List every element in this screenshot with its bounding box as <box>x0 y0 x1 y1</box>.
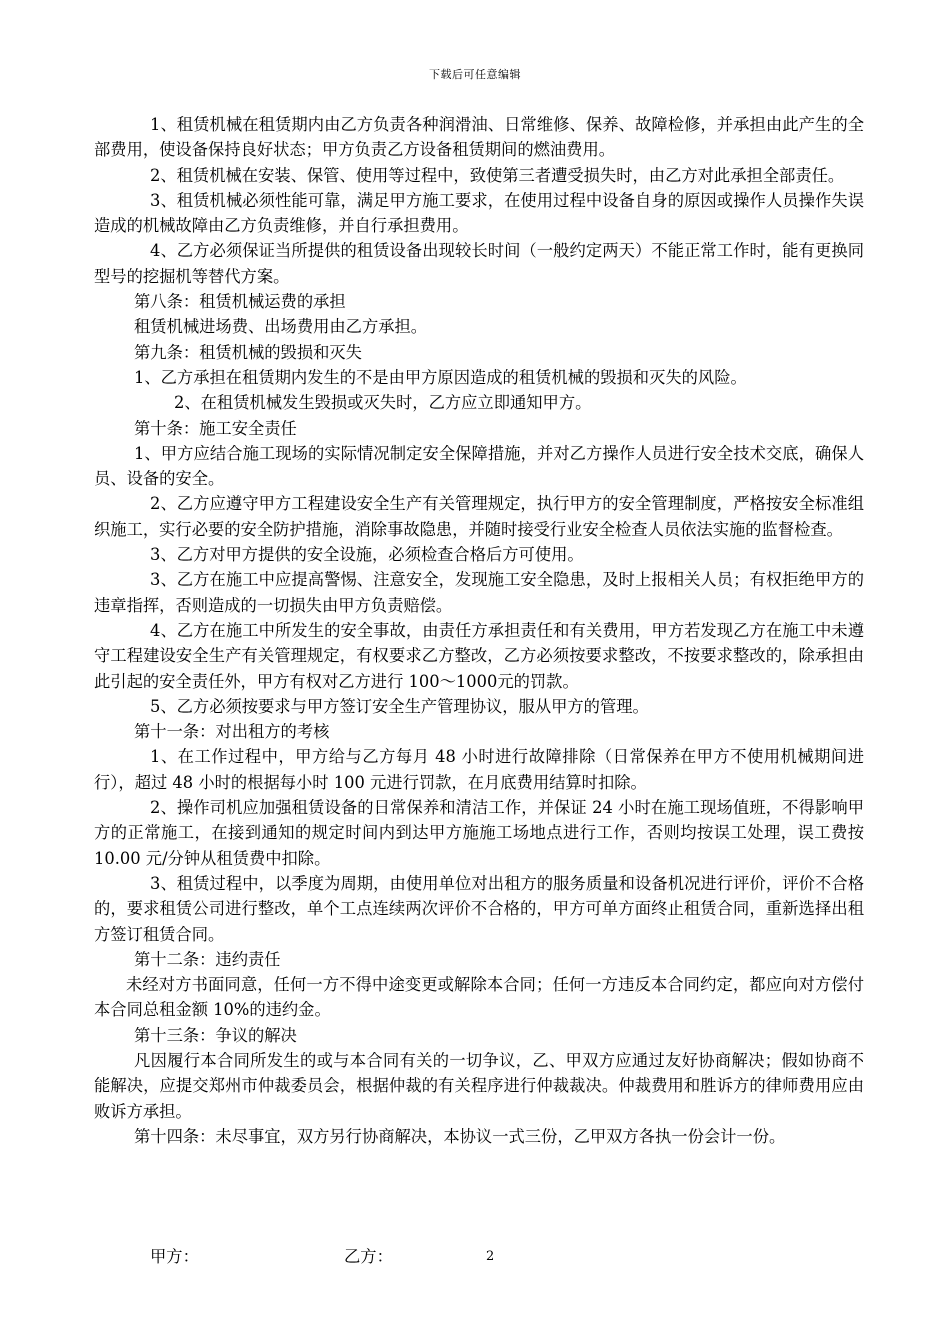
paragraph: 未经对方书面同意，任何一方不得中途变更或解除本合同；任何一方违反本合同约定，都应向对方偿付本合同总租金额 10%的违约金。 <box>94 975 864 1020</box>
paragraph: 2、操作司机应加强租赁设备的日常保养和清洁工作，并保证 24 小时在施工现场值班，不得影响甲方的正常施工，在接到通知的规定时间内到达甲方施施工场地点进行工作，否则均按误工处理，误工费按 10.00 元/分钟从租赁费中扣除。 <box>94 798 864 868</box>
page-number: 2 <box>486 1249 495 1264</box>
section-heading: 第十三条：争议的解决 <box>134 1025 297 1045</box>
paragraph: 3、租赁过程中，以季度为周期，由使用单位对出租方的服务质量和设备机况进行评价，评价不合格的，要求租赁公司进行整改，单个工点连续两次评价不合格的，甲方可单方面终止租赁合同，重新选择出租方签订租赁合同。 <box>94 873 864 944</box>
paragraph: 5、乙方必须按要求与甲方签订安全生产管理协议，服从甲方的管理。 <box>150 696 649 716</box>
paragraph: 1、租赁机械在租赁期内由乙方负责各种润滑油、日常维修、保养、故障检修，并承担由此产生的全部费用，使设备保持良好状态；甲方负责乙方设备租赁期间的燃油费用。 <box>94 115 864 160</box>
section-heading: 第八条：租赁机械运费的承担 <box>134 292 346 312</box>
paragraph: 1、在工作过程中，甲方给与乙方每月 48 小时进行故障排除（日常保养在甲方不使用机械期间进行），超过 48 小时的根据每小时 100 元进行罚款，在月底费用结算时扣除。 <box>94 747 864 792</box>
section-heading: 第十条：施工安全责任 <box>134 418 297 438</box>
paragraph: 2、租赁机械在安装、保管、使用等过程中，致使第三者遭受损失时，由乙方对此承担全部责任。 <box>150 165 845 185</box>
party-b-label: 乙方： <box>344 1247 393 1266</box>
paragraph: 第十四条：未尽事宜，双方另行协商解决，本协议一式三份，乙甲双方各执一份会计一份。 <box>134 1126 786 1146</box>
paragraph: 3、乙方在施工中应提高警惕、注意安全，发现施工安全隐患，及时上报相关人员；有权拒绝甲方的违章指挥，否则造成的一切损失由甲方负责赔偿。 <box>94 570 864 615</box>
paragraph: 凡因履行本合同所发生的或与本合同有关的一切争议，乙、甲双方应通过友好协商解决；假如协商不能解决，应提交郑州市仲裁委员会，根据仲裁的有关程序进行仲裁裁决。仲裁费用和胜诉方的律师费用应由败诉方承担。 <box>94 1050 864 1121</box>
paragraph: 2、在租赁机械发生毁损或灭失时，乙方应立即通知甲方。 <box>174 393 592 413</box>
paragraph: 4、乙方在施工中所发生的安全事故，由责任方承担责任和有关费用，甲方若发现乙方在施工中未遵守工程建设安全生产有关管理规定，有权要求乙方整改，乙方必须按要求整改，不按要求整改的，除承担由此引起的安全责任外，甲方有权对乙方进行 100～1000元的罚款。 <box>94 620 864 691</box>
contract-body <box>94 112 864 1149</box>
paragraph: 3、租赁机械必须性能可靠，满足甲方施工要求，在使用过程中设备自身的原因或操作人员操作失误造成的机械故障由乙方负责维修，并自行承担费用。 <box>94 190 864 236</box>
page-header: 下载后可任意编辑 <box>429 68 521 81</box>
paragraph: 1、甲方应结合施工现场的实际情况制定安全保障措施，并对乙方操作人员进行安全技术交底，确保人员、设备的安全。 <box>94 443 864 489</box>
section-heading: 第十一条：对出租方的考核 <box>134 722 330 742</box>
paragraph: 租赁机械进场费、出场费用由乙方承担。 <box>134 317 428 337</box>
section-heading: 第九条：租赁机械的毁损和灭失 <box>134 342 362 362</box>
paragraph: 4、乙方必须保证当所提供的租赁设备出现较长时间（一般约定两天）不能正常工作时，能有更换同型号的挖掘机等替代方案。 <box>94 241 864 286</box>
party-a-label: 甲方： <box>150 1247 199 1266</box>
paragraph: 1、乙方承担在租赁期内发生的不是由甲方原因造成的租赁机械的毁损和灭失的风险。 <box>134 367 747 387</box>
paragraph: 2、乙方应遵守甲方工程建设安全生产有关管理规定，执行甲方的安全管理制度，严格按安全标准组织施工，实行必要的安全防护措施，消除事故隐患，并随时接受行业安全检查人员依法实施的监督检查。 <box>94 494 864 539</box>
paragraph: 3、乙方对甲方提供的安全设施，必须检查合格后方可使用。 <box>150 545 584 565</box>
section-heading: 第十二条：违约责任 <box>134 949 281 969</box>
